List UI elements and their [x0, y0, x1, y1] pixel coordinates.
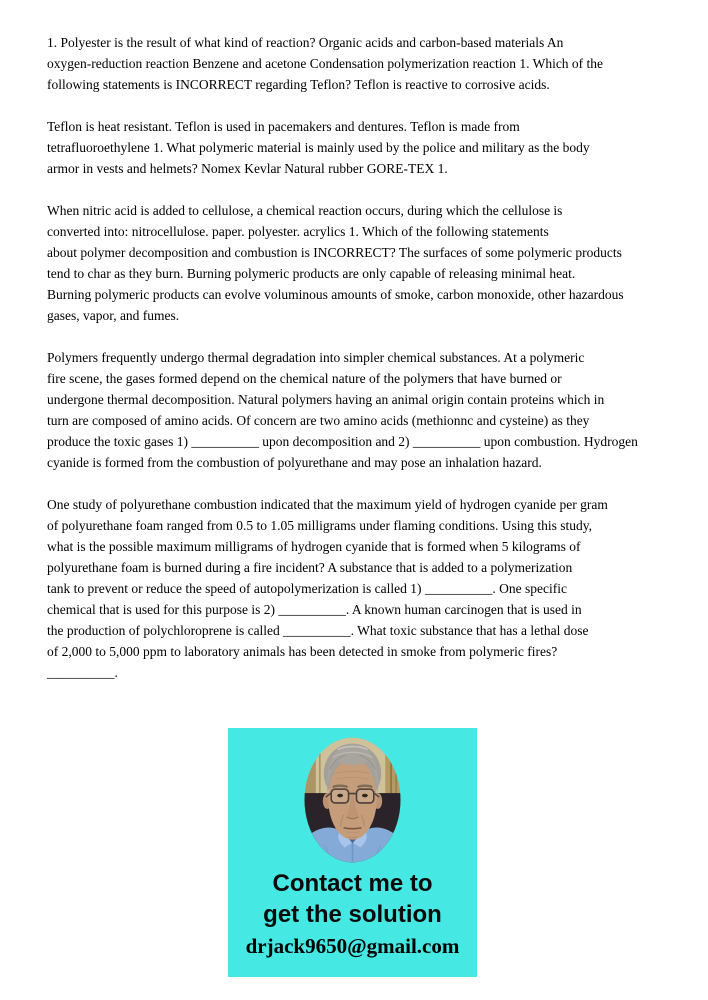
text-line: One study of polyurethane combustion indicated that the maximum yield of hydrogen cyanide per gram — [47, 497, 608, 512]
text-line: When nitric acid is added to cellulose, a chemical reaction occurs, during which the cellulose is — [47, 203, 563, 218]
text-line: fire scene, the gases formed depend on the chemical nature of the polymers that have burned or — [47, 371, 562, 386]
text-line: tend to char as they burn. Burning polymeric products are only capable of releasing minimal heat. — [47, 266, 576, 281]
contact-card — [228, 728, 477, 977]
text-line: following statements is INCORRECT regarding Teflon? Teflon is reactive to corrosive acids. — [47, 77, 550, 92]
text-line: oxygen-reduction reaction Benzene and acetone Condensation polymerization reaction 1. Which of the — [47, 56, 604, 71]
contact-headline-line2: get the solution — [263, 901, 442, 928]
paragraph — [47, 32, 678, 95]
text-line: undergone thermal decomposition. Natural polymers having an animal origin contain proteins which in — [47, 392, 605, 407]
paragraph — [47, 494, 678, 683]
contact-headline-line1: Contact me to — [272, 870, 433, 897]
text-line: chemical that is used for this purpose is 2) __________. A known human carcinogen that is used in — [47, 602, 582, 617]
tutor-portrait-photo — [304, 737, 401, 863]
text-line: what is the possible maximum milligrams of hydrogen cyanide that is formed when 5 kilograms of — [47, 539, 581, 554]
text-line: produce the toxic gases 1) __________ upon decomposition and 2) __________ upon combustion. Hydrogen — [47, 434, 638, 449]
paragraph — [47, 347, 678, 473]
text-line: Polymers frequently undergo thermal degradation into simpler chemical substances. At a polymeric — [47, 350, 585, 365]
text-line: 1. Polyester is the result of what kind of reaction? Organic acids and carbon-based materials An — [47, 35, 564, 50]
text-line: __________. — [47, 665, 118, 680]
text-line: converted into: nitrocellulose. paper. polyester. acrylics 1. Which of the following statements — [47, 224, 549, 239]
text-line: gases, vapor, and fumes. — [47, 308, 180, 323]
text-line: tetrafluoroethylene 1. What polymeric material is mainly used by the police and military as the body — [47, 140, 590, 155]
text-line: of 2,000 to 5,000 ppm to laboratory animals has been detected in smoke from polymeric fires? — [47, 644, 558, 659]
text-line: armor in vests and helmets? Nomex Kevlar Natural rubber GORE-TEX 1. — [47, 161, 448, 176]
paragraph — [47, 200, 678, 326]
text-line: tank to prevent or reduce the speed of autopolymerization is called 1) __________. One specific — [47, 581, 567, 596]
text-line: Teflon is heat resistant. Teflon is used in pacemakers and dentures. Teflon is made from — [47, 119, 520, 134]
text-line: about polymer decomposition and combustion is INCORRECT? The surfaces of some polymeric products — [47, 245, 622, 260]
text-line: cyanide is formed from the combustion of polyurethane and may pose an inhalation hazard. — [47, 455, 542, 470]
text-line: turn are composed of amino acids. Of concern are two amino acids (methionnc and cysteine) as they — [47, 413, 590, 428]
paragraph — [47, 116, 678, 179]
text-line: polyurethane foam is burned during a fire incident? A substance that is added to a polymerization — [47, 560, 573, 575]
contact-email: drjack9650@gmail.com — [245, 934, 460, 958]
text-line: the production of polychloroprene is called __________. What toxic substance that has a lethal dose — [47, 623, 589, 638]
text-line: Burning polymeric products can evolve voluminous amounts of smoke, carbon monoxide, other hazardous — [47, 287, 624, 302]
text-line: of polyurethane foam ranged from 0.5 to 1.05 milligrams under flaming conditions. Using this study, — [47, 518, 593, 533]
